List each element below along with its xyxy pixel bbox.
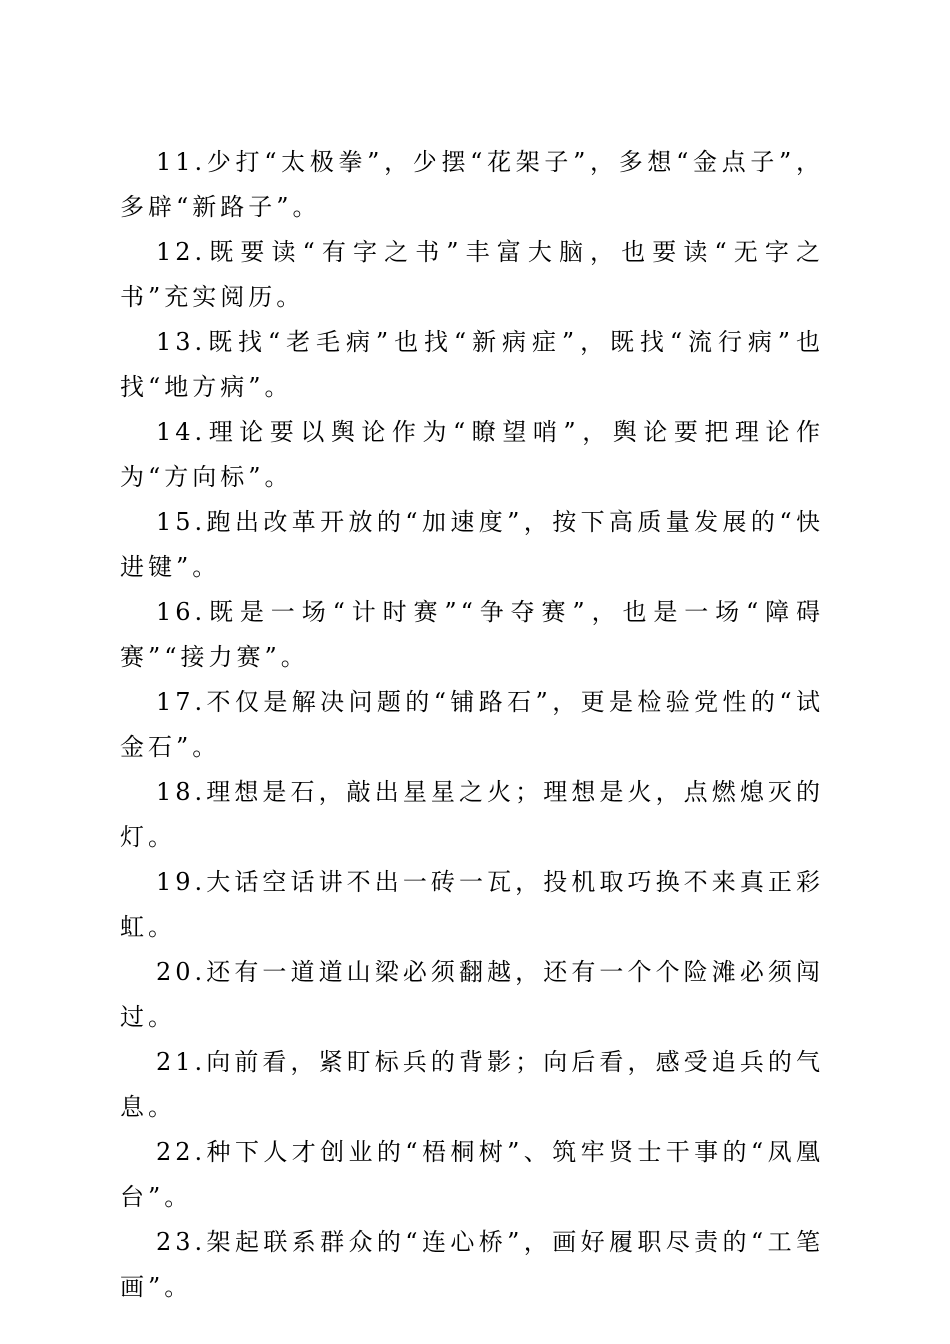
- list-item: 14.理论要以舆论作为“瞭望哨”，舆论要把理论作为“方向标”。: [120, 418, 824, 491]
- document-body: [120, 140, 824, 1310]
- list-item: 18.理想是石，敲出星星之火；理想是火，点燃熄灭的灯。: [120, 778, 824, 851]
- list-item: 11.少打“太极拳”，少摆“花架子”，多想“金点子”，多辟“新路子”。: [120, 148, 824, 221]
- list-item: 17.不仅是解决问题的“铺路石”，更是检验党性的“试金石”。: [120, 688, 824, 761]
- list-item: 19.大话空话讲不出一砖一瓦，投机取巧换不来真正彩虹。: [120, 868, 824, 941]
- list-item: 21.向前看，紧盯标兵的背影；向后看，感受追兵的气息。: [120, 1048, 824, 1121]
- list-item: 16.既是一场“计时赛”“争夺赛”，也是一场“障碍赛”“接力赛”。: [120, 598, 824, 671]
- list-item: 15.跑出改革开放的“加速度”，按下高质量发展的“快进键”。: [120, 508, 824, 581]
- list-item: 12.既要读“有字之书”丰富大脑，也要读“无字之书”充实阅历。: [120, 238, 824, 311]
- list-item: 23.架起联系群众的“连心桥”，画好履职尽责的“工笔画”。: [120, 1228, 824, 1301]
- list-item: 22.种下人才创业的“梧桐树”、筑牢贤士干事的“凤凰台”。: [120, 1138, 824, 1211]
- list-item: 13.既找“老毛病”也找“新病症”，既找“流行病”也找“地方病”。: [120, 328, 824, 401]
- list-item: 20.还有一道道山梁必须翻越，还有一个个险滩必须闯过。: [120, 958, 824, 1031]
